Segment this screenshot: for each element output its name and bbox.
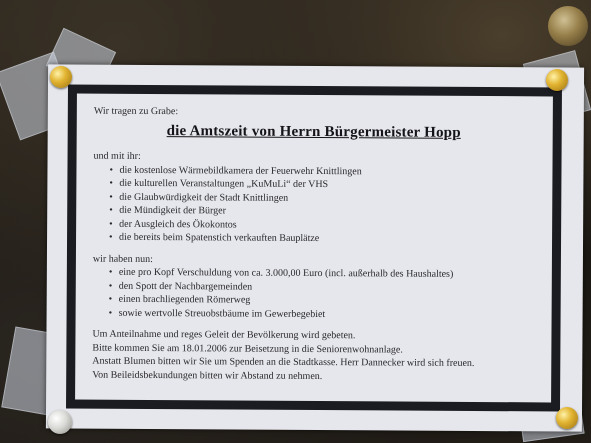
knob-decoration bbox=[548, 6, 588, 46]
closing-line: Bitte kommen Sie am 18.01.2006 zur Beisetzung in die Seniorenwohnanlage. bbox=[92, 342, 403, 356]
list-item: • der Ausgleich des Ökokontos bbox=[119, 217, 533, 233]
list-item: • die bereits beim Spatenstich verkauften Bauplätze bbox=[119, 231, 533, 247]
list-item: • die kostenlose Wärmebildkamera der Feuerwehr Knittlingen bbox=[119, 163, 533, 179]
list-item: • die Mündigkeit der Bürger bbox=[119, 204, 533, 220]
closing-paragraph bbox=[92, 328, 532, 385]
section2-label: wir haben nun: bbox=[92, 253, 153, 265]
list-item: • die kulturellen Veranstaltungen „KuMuLi“ der VHS bbox=[119, 177, 533, 193]
notice-paper bbox=[46, 64, 584, 431]
closing-line: Von Beileidsbekundungen bitten wir Abstand zu nehmen. bbox=[92, 369, 323, 382]
list-item: • den Spott der Nachbargemeinden bbox=[119, 279, 533, 295]
notice-content bbox=[92, 105, 534, 385]
thumbtack-icon bbox=[50, 66, 72, 88]
list-item: • die Glaubwürdigkeit der Stadt Knittlingen bbox=[119, 190, 533, 206]
thumbtack-icon bbox=[48, 410, 72, 434]
section2-list bbox=[93, 266, 533, 323]
notice-intro: Wir tragen zu Grabe: bbox=[93, 105, 179, 118]
thumbtack-icon bbox=[556, 407, 578, 429]
closing-line: Anstatt Blumen bitten wir Sie um Spenden an die Stadtkasse. Herr Dannecker wird sich freuen. bbox=[92, 355, 475, 369]
notice-title: die Amtszeit von Herrn Bürgermeister Hopp bbox=[166, 122, 461, 141]
list-item: • sowie wertvolle Streuobstbäume im Gewerbegebiet bbox=[119, 306, 533, 322]
thumbtack-icon bbox=[546, 69, 568, 91]
section1-label: und mit ihr: bbox=[93, 150, 141, 162]
list-item: • einen brachliegenden Römerweg bbox=[119, 293, 533, 309]
section1-list bbox=[93, 163, 533, 247]
closing-line: Um Anteilnahme und reges Geleit der Bevölkerung wird gebeten. bbox=[92, 328, 356, 342]
list-item: • eine pro Kopf Verschuldung von ca. 3.000,00 Euro (incl. außerhalb des Haushaltes) bbox=[119, 266, 533, 282]
